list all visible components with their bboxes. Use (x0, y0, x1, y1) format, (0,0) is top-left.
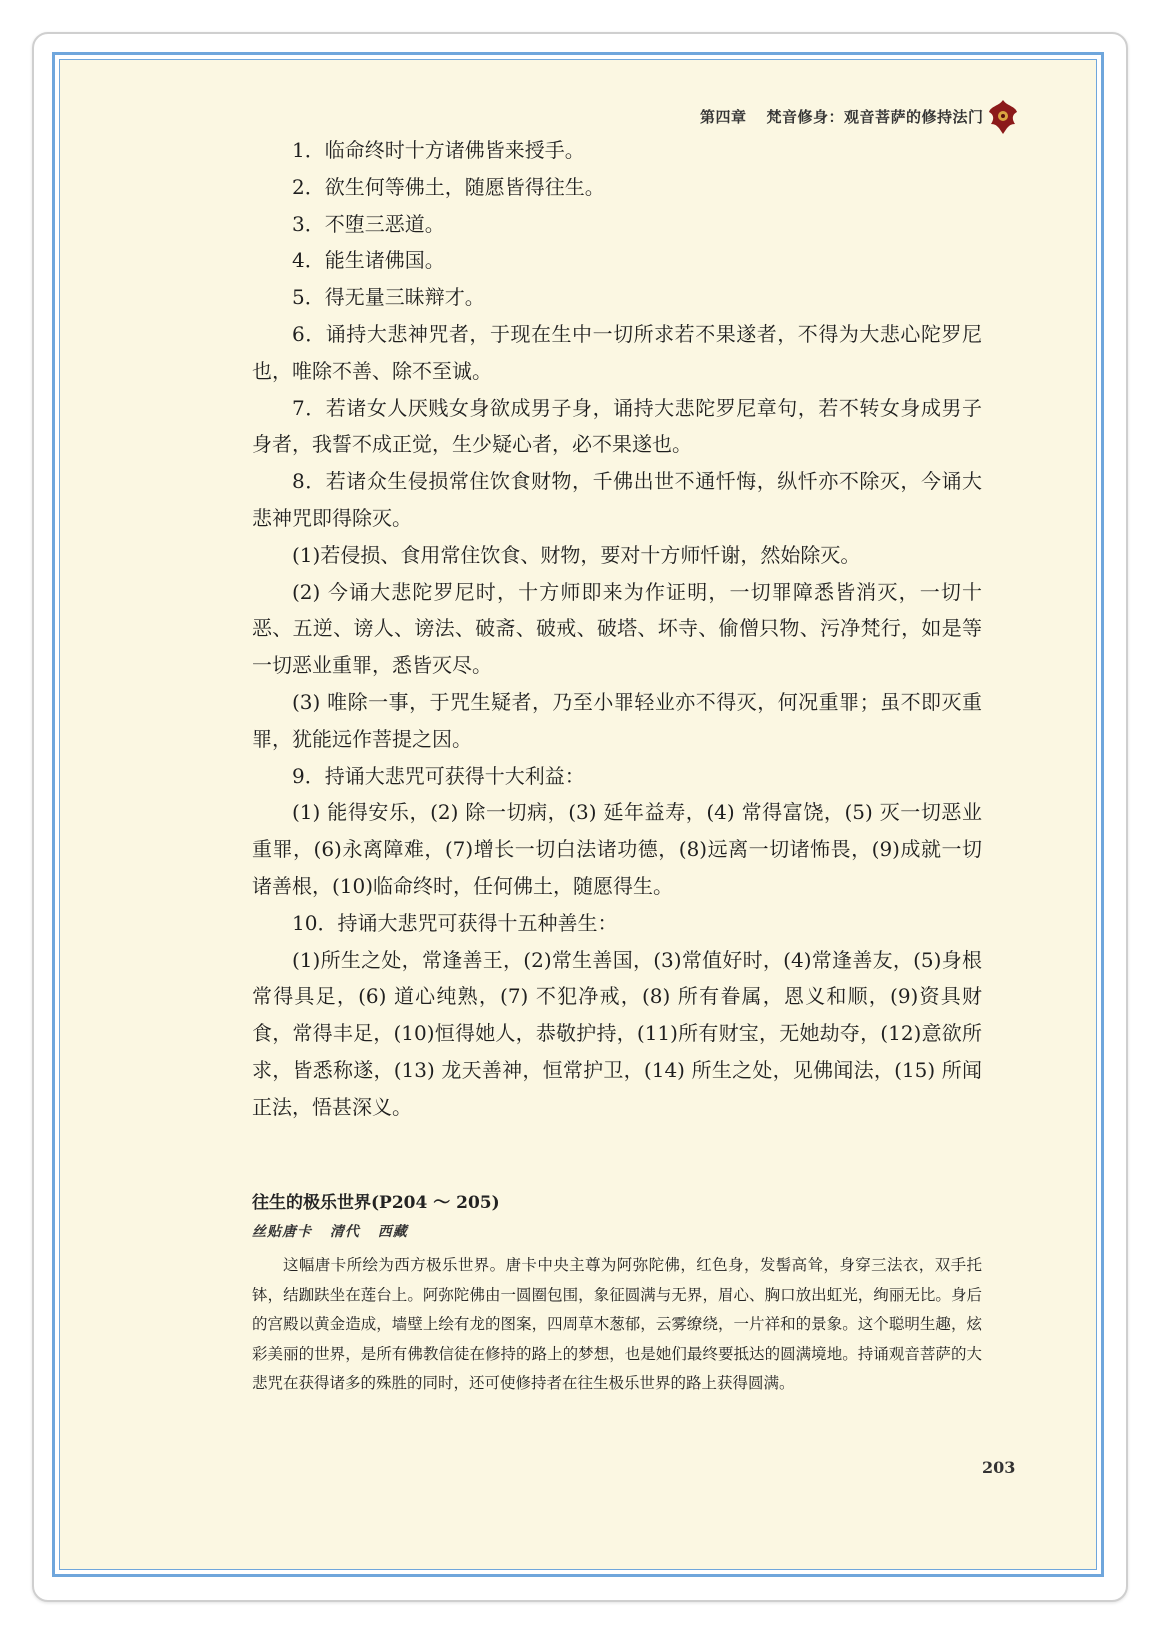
main-text (252, 132, 982, 1126)
caption-text: 这幅唐卡所绘为西方极乐世界。唐卡中央主尊为阿弥陀佛，红色身，发髻高耸，身穿三法衣，双手托钵，结跏趺坐在莲台上。阿弥陀佛由一圆圈包围，象征圆满与无界，眉心、胸口放出虹光，绚丽无比。身后的宫殿以黄金造成，墙壁上绘有龙的图案，四周草木葱郁，云雾缭绕，一片祥和的景象。这个聪明生趣，炫彩美丽的世界，是所有佛教信徒在修持的路上的梦想，也是她们最终要抵达的圆满境地。持诵观音菩萨的大悲咒在获得诸多的殊胜的同时，还可使修持者在往生极乐世界的路上获得圆满。 (252, 1256, 982, 1393)
sub-item-8-2: (2) 今诵大悲陀罗尼时，十方师即来为作证明，一切罪障悉皆消灭，一切十恶、五逆、谤人、谤法、破斋、破戒、破塔、坏寺、偷僧只物、污净梵行，如是等一切恶业重罪，悉皆灭尽。 (252, 579, 982, 678)
chapter-number: 第四章 (700, 108, 747, 126)
list-item-4: 4．能生诸佛国。 (292, 248, 445, 273)
list-item-8: 8．若诸众生侵损常住饮食财物，千佛出世不通忏悔，纵忏亦不除灭，今诵大悲神咒即得除灭。 (252, 469, 982, 530)
list-item-9: 9．持诵大悲咒可获得十大利益： (292, 763, 585, 788)
list-item-7: 7．若诸女人厌贱女身欲成男子身，诵持大悲陀罗尼章句，若不转女身成男子身者，我誓不成正觉，生少疑心者，必不果遂也。 (252, 395, 982, 457)
sub-item-8-1: (1)若侵损、食用常住饮食、财物，要对十方师忏谢，然始除灭。 (292, 542, 861, 567)
caption-title: 往生的极乐世界(P204 ～ 205) (252, 1193, 500, 1213)
flower-ornament-icon (985, 96, 1021, 136)
sub-item-8-3: (3) 唯除一事，于咒生疑者，乃至小罪轻业亦不得灭，何况重罪；虽不即灭重罪，犹能远作菩提之因。 (252, 689, 982, 751)
list-item-5: 5．得无量三昧辩才。 (292, 285, 485, 310)
chapter-title: 梵音修身：观音菩萨的修持法门 (766, 108, 984, 126)
page-number: 203 (982, 1458, 1016, 1477)
list-item-6: 6．诵持大悲神咒者，于现在生中一切所求若不果遂者，不得为大悲心陀罗尼也，唯除不善、除不至诚。 (252, 321, 982, 383)
list-item-2: 2．欲生何等佛土，随愿皆得往生。 (292, 174, 605, 199)
list-item-10: 10．持诵大悲咒可获得十五种善生： (292, 910, 618, 935)
caption-meta: 丝贴唐卡 清代 西藏 (252, 1224, 408, 1240)
list-item-3: 3．不堕三恶道。 (292, 211, 445, 236)
running-head (700, 106, 984, 127)
benefits-list-9: (1) 能得安乐，(2) 除一切病，(3) 延年益寿，(4) 常得富饶，(5) 灭一切恶业重罪，(6)永离障难，(7)增长一切白法诸功德，(8)远离一切诸怖畏，(9)成就一切诸善根，(10)临命终时，任何佛土，随愿得生。 (252, 800, 982, 898)
benefits-list-10: (1)所生之处，常逢善王，(2)常生善国，(3)常值好时，(4)常逢善友，(5)身根常得具足，(6) 道心纯熟，(7) 不犯净戒，(8) 所有眷属，恩义和顺，(9)资具财食，常得丰足，(10)恒得她人，恭敬护持，(11)所有财宝，无她劫夺，(12)意欲所求，皆悉称遂，(13) 龙天善神，恒常护卫，(14) 所生之处，见佛闻法，(15) 所闻正法，悟甚深义。 (252, 947, 982, 1119)
list-item-1: 1．临命终时十方诸佛皆来授手。 (292, 138, 585, 162)
figure-caption (252, 1189, 982, 1399)
